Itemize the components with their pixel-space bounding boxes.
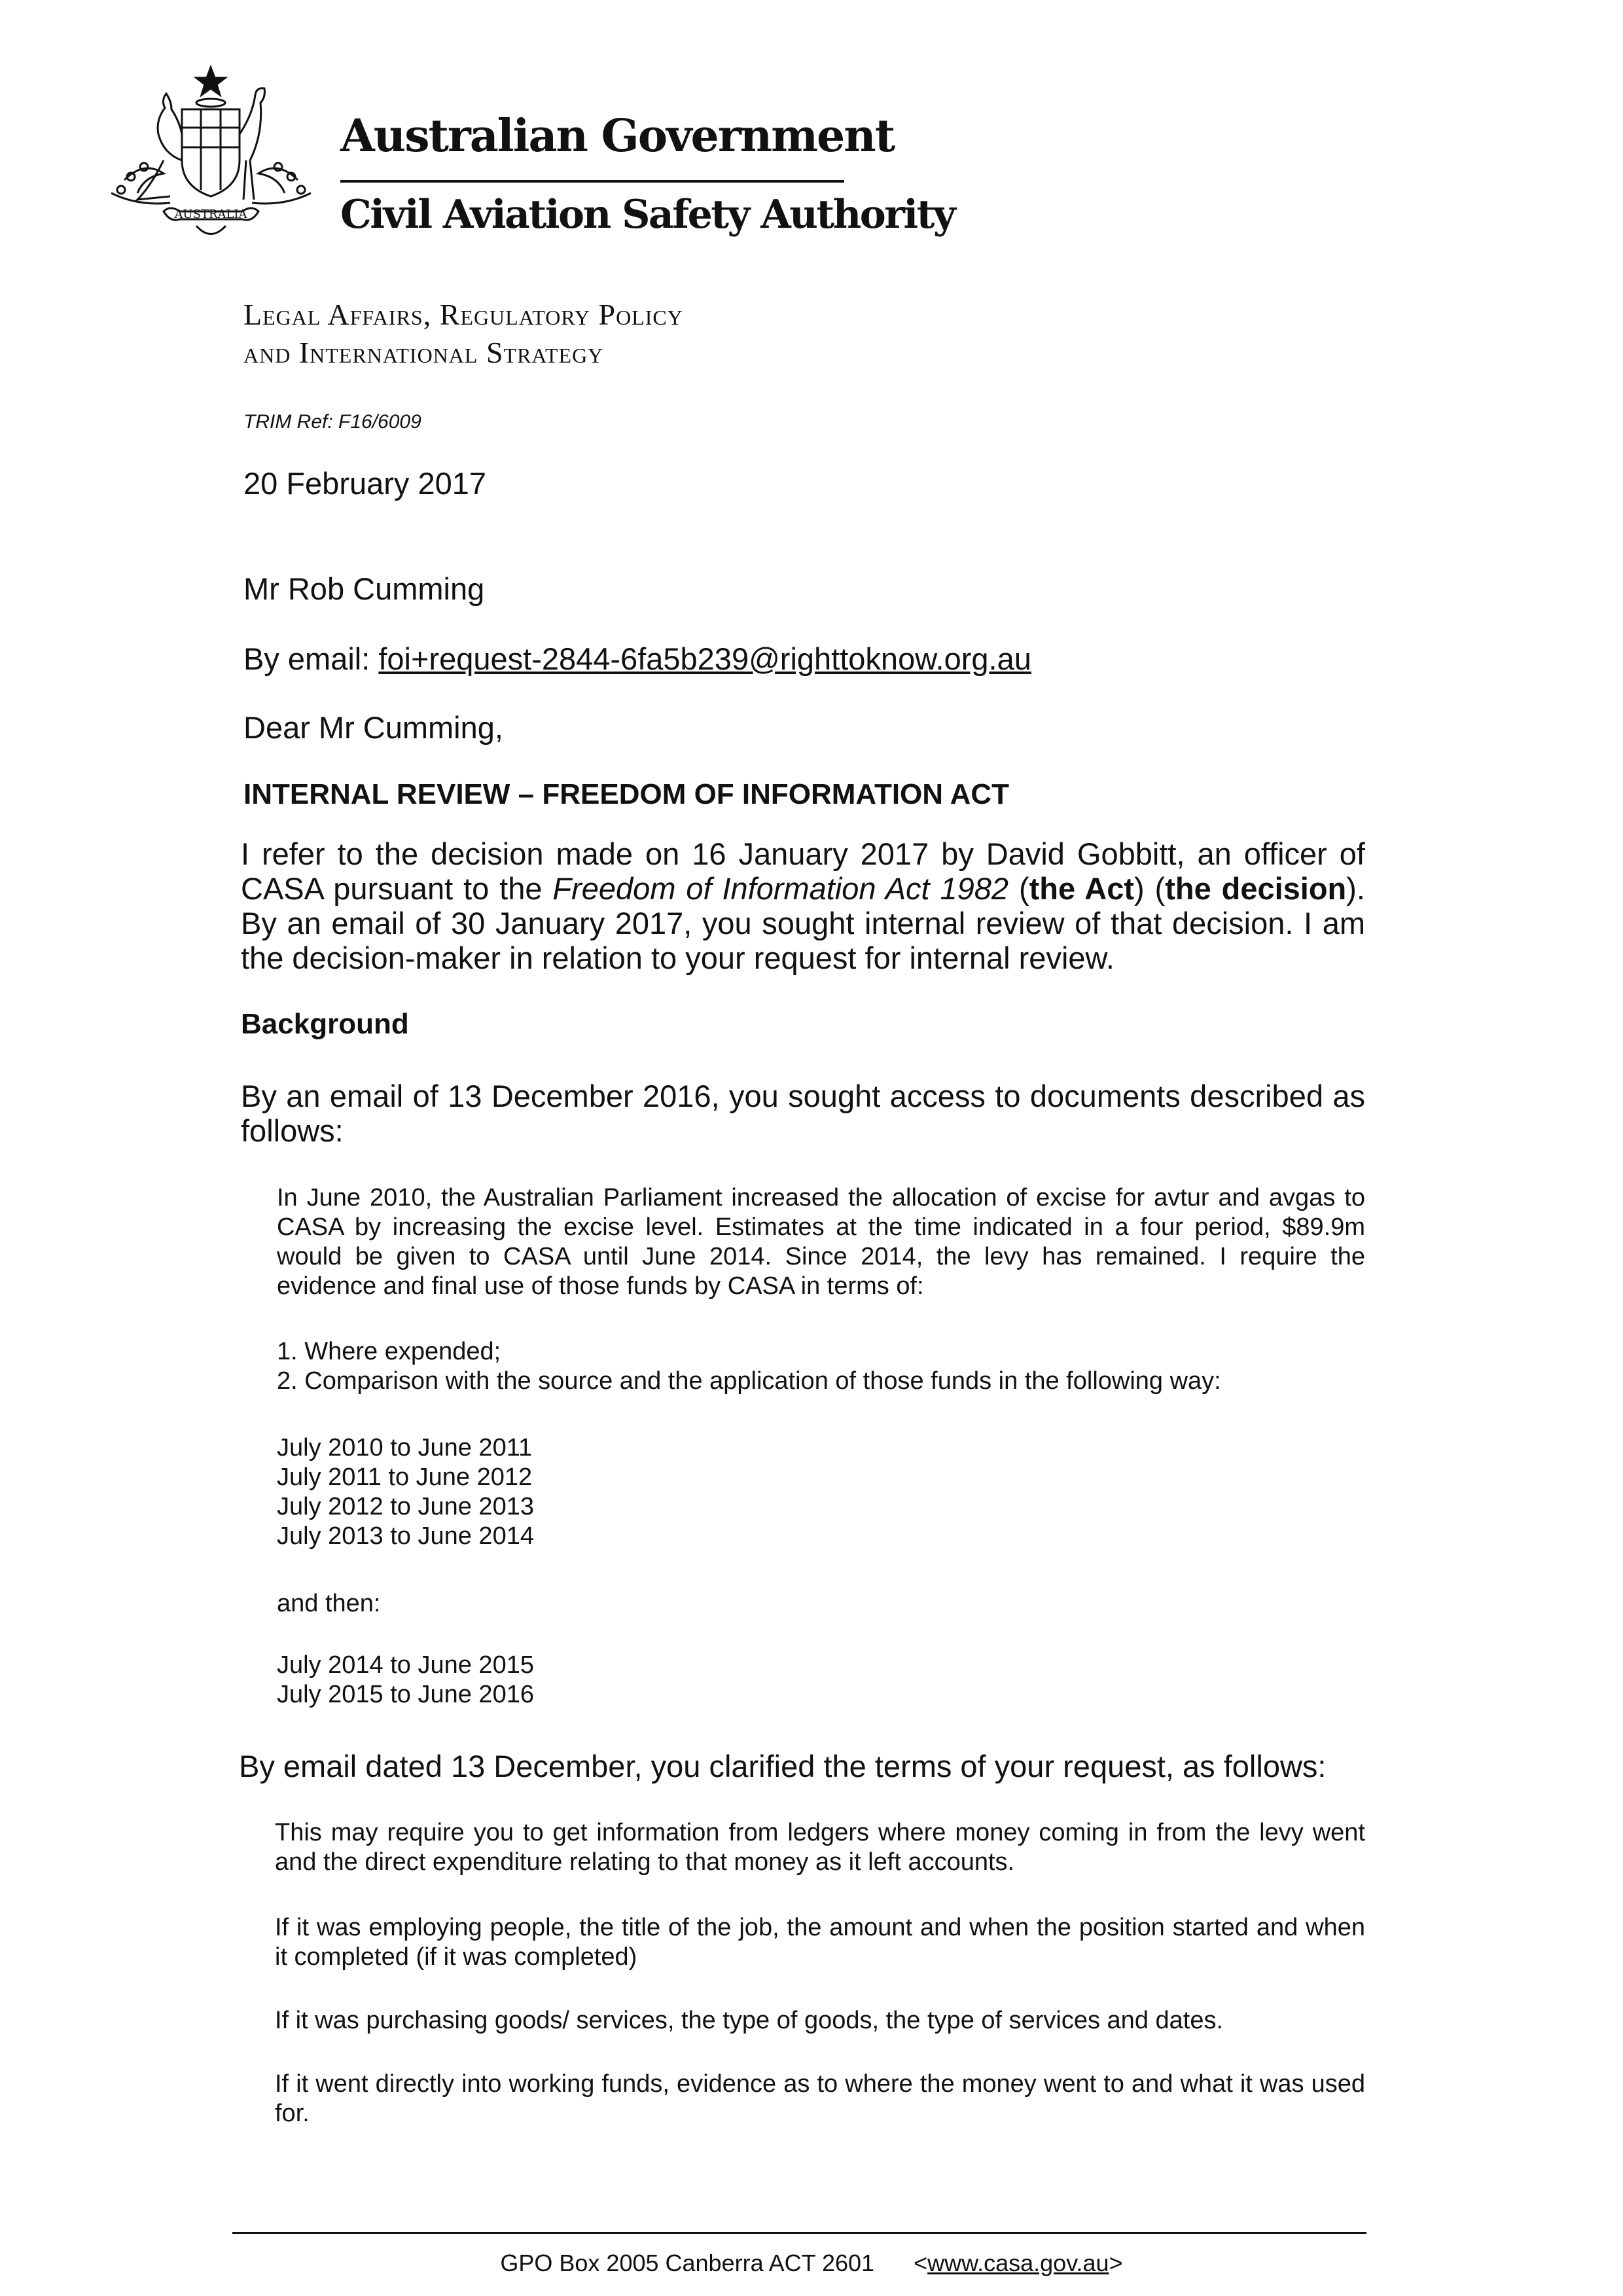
- list-item: July 2014 to June 2015: [277, 1651, 534, 1679]
- trim-reference: TRIM Ref: F16/6009: [243, 411, 421, 433]
- recipient-name: Mr Rob Cumming: [243, 571, 485, 606]
- and-then-text: and then:: [277, 1590, 381, 1617]
- recipient-email-line: [243, 641, 1031, 676]
- department-line-2: and International Strategy: [243, 336, 604, 369]
- clarification-quote-4: If it went directly into working funds, evidence as to where the money went to and what it was used for.: [275, 2070, 1365, 2127]
- website-link[interactable]: www.casa.gov.au: [927, 2250, 1109, 2276]
- coat-of-arms-emblem: [98, 62, 324, 259]
- government-name: Australian Government: [340, 110, 895, 162]
- act-title: Freedom of Information Act 1982: [552, 871, 1009, 906]
- background-paragraph: By an email of 13 December 2016, you sought access to documents described as follows:: [241, 1079, 1365, 1148]
- salutation: Dear Mr Cumming,: [243, 710, 503, 745]
- footer-lt: <: [914, 2250, 928, 2276]
- list-item: 2. Comparison with the source and the application of those funds in the following way:: [277, 1367, 1221, 1395]
- list-item: July 2015 to June 2016: [277, 1681, 534, 1708]
- defined-term-decision: the decision: [1165, 871, 1347, 906]
- list-item: July 2011 to June 2012: [277, 1463, 533, 1491]
- department-line-1: Legal Affairs, Regulatory Policy: [243, 298, 683, 331]
- list-item: 1. Where expended;: [277, 1338, 501, 1365]
- footer-rule: [232, 2232, 1366, 2234]
- list-item: July 2013 to June 2014: [277, 1522, 534, 1550]
- clarification-quote-3: If it was purchasing goods/ services, the type of goods, the type of services and dates.: [275, 2007, 1224, 2034]
- crest-scroll-text: AUSTRALIA: [174, 207, 247, 221]
- footer-address: GPO Box 2005 Canberra ACT 2601: [500, 2250, 875, 2276]
- request-quote-paragraph: In June 2010, the Australian Parliament increased the allocation of excise for avtur and avgas to CASA by increasing the excise level. Estimates at the time indicated in a four period, $89.9m would be given to CASA until June 2014. Since 2014, the levy has remained. I require the evidence and final use of those funds by CASA in terms of:: [277, 1184, 1365, 1300]
- recipient-email-link[interactable]: foi+request-2844-6fa5b239@righttoknow.org.au: [378, 641, 1031, 676]
- letter-date: 20 February 2017: [243, 466, 487, 501]
- footer-gt: >: [1109, 2250, 1123, 2276]
- intro-text-start: I refer to the decision made on 16 January 2017 by David Gobbitt, an officer of CASA pursuant to the: [241, 836, 1365, 906]
- clarification-paragraph: By email dated 13 December, you clarified the terms of your request, as follows:: [239, 1749, 1327, 1784]
- defined-term-act: the Act: [1029, 871, 1135, 906]
- financial-years-list-a: [277, 1433, 1365, 1551]
- email-label: By email:: [243, 641, 379, 676]
- intro-paragraph: [241, 836, 1365, 975]
- list-item: July 2010 to June 2011: [277, 1434, 533, 1462]
- intro-text-mid: ) (: [1134, 871, 1166, 906]
- list-item: July 2012 to June 2013: [277, 1493, 534, 1520]
- letterhead-rule: [340, 180, 844, 183]
- letter-subject: INTERNAL REVIEW – FREEDOM OF INFORMATION ACT: [243, 778, 1010, 810]
- footer: [0, 2250, 1623, 2277]
- background-heading: Background: [241, 1008, 409, 1040]
- request-quote-list: [277, 1337, 1365, 1396]
- financial-years-list-b: [277, 1651, 1365, 1710]
- department-name: [243, 296, 683, 372]
- clarification-quote-1: This may require you to get information from ledgers where money coming in from the levy went and the direct expenditure relating to that money as it left accounts.: [275, 1819, 1365, 1876]
- clarification-quote-2: If it was employing people, the title of the job, the amount and when the position started and when it completed (if it was completed): [275, 1914, 1365, 1971]
- intro-text-paren: (: [1008, 871, 1029, 906]
- intro-text-end: ). By an email of 30 January 2017, you sought internal review of that decision. I am the decision-maker in relation to your request for internal review.: [241, 871, 1365, 975]
- agency-name: Civil Aviation Safety Authority: [340, 192, 955, 238]
